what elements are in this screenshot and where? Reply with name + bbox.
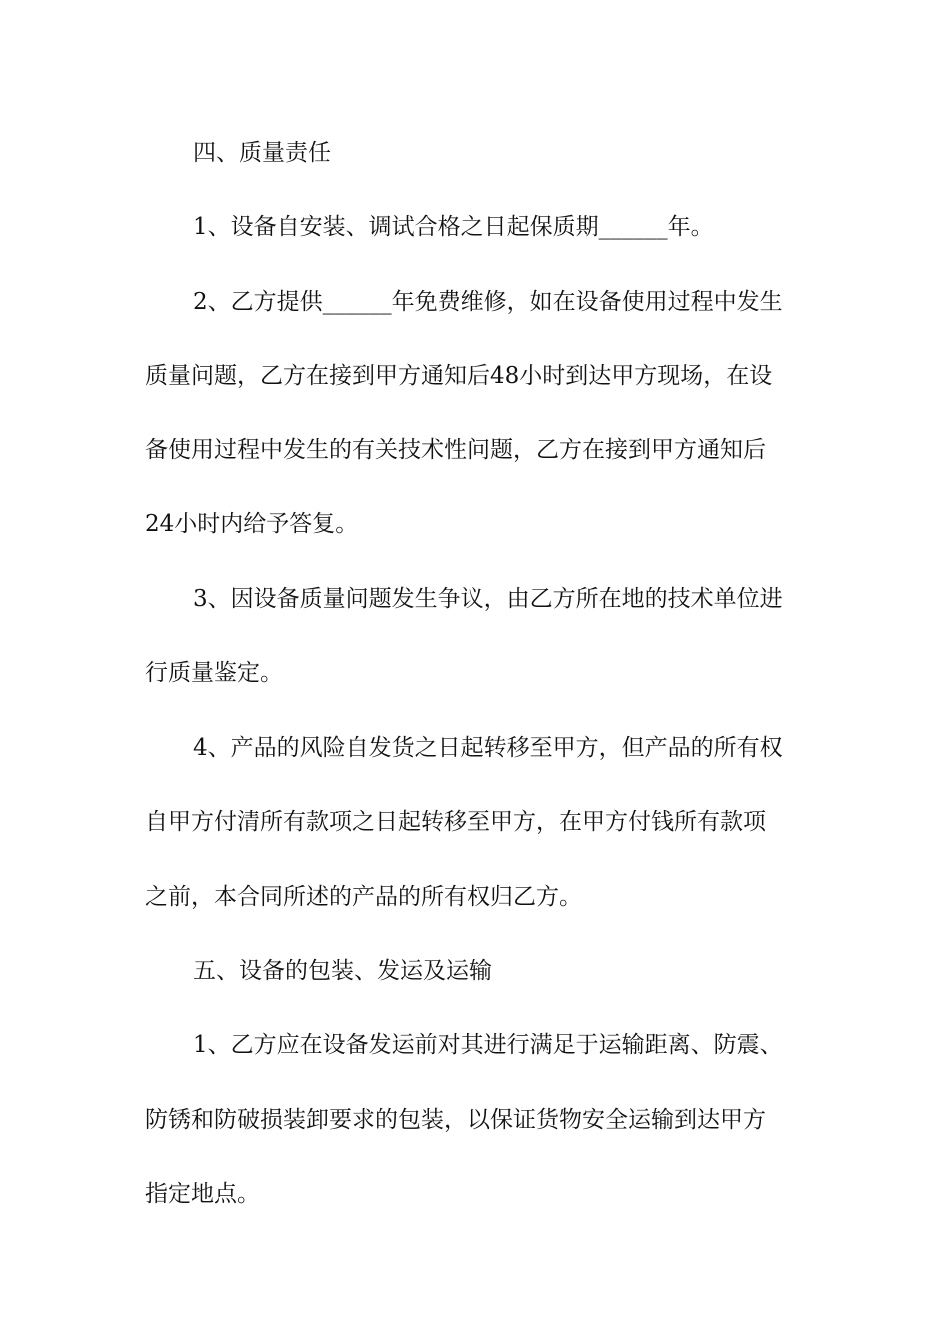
clause-3-line-1: 3、因设备质量问题发生争议，由乙方所在地的技术单位进 xyxy=(193,586,783,612)
clause-3-line-2: 行质量鉴定。 xyxy=(145,660,283,686)
packaging-clause-1-line-1: 1、乙方应在设备发运前对其进行满足于运输距离、防震、 xyxy=(193,1032,783,1058)
packaging-clause-1-line-2: 防锈和防破损装卸要求的包装，以保证货物安全运输到达甲方 xyxy=(145,1107,766,1133)
packaging-clause-1-line-3: 指定地点。 xyxy=(145,1181,260,1207)
clause-2-line-3: 备使用过程中发生的有关技术性问题，乙方在接到甲方通知后 xyxy=(145,437,766,463)
section-heading-packaging-shipping: 五、设备的包装、发运及运输 xyxy=(193,958,492,984)
section-heading-quality-responsibility: 四、质量责任 xyxy=(193,140,331,166)
clause-2-line-1: 2、乙方提供______年免费维修，如在设备使用过程中发生 xyxy=(193,289,783,315)
clause-4-line-1: 4、产品的风险自发货之日起转移至甲方，但产品的所有权 xyxy=(193,735,783,761)
clause-1-line-1: 1、设备自安装、调试合格之日起保质期______年。 xyxy=(193,214,714,240)
clause-4-line-3: 之前，本合同所述的产品的所有权归乙方。 xyxy=(145,884,582,910)
clause-2-line-2: 质量问题，乙方在接到甲方通知后48小时到达甲方现场，在设 xyxy=(145,363,773,389)
clause-4-line-2: 自甲方付清所有款项之日起转移至甲方，在甲方付钱所有款项 xyxy=(145,809,766,835)
clause-2-line-4: 24小时内给予答复。 xyxy=(145,511,359,537)
